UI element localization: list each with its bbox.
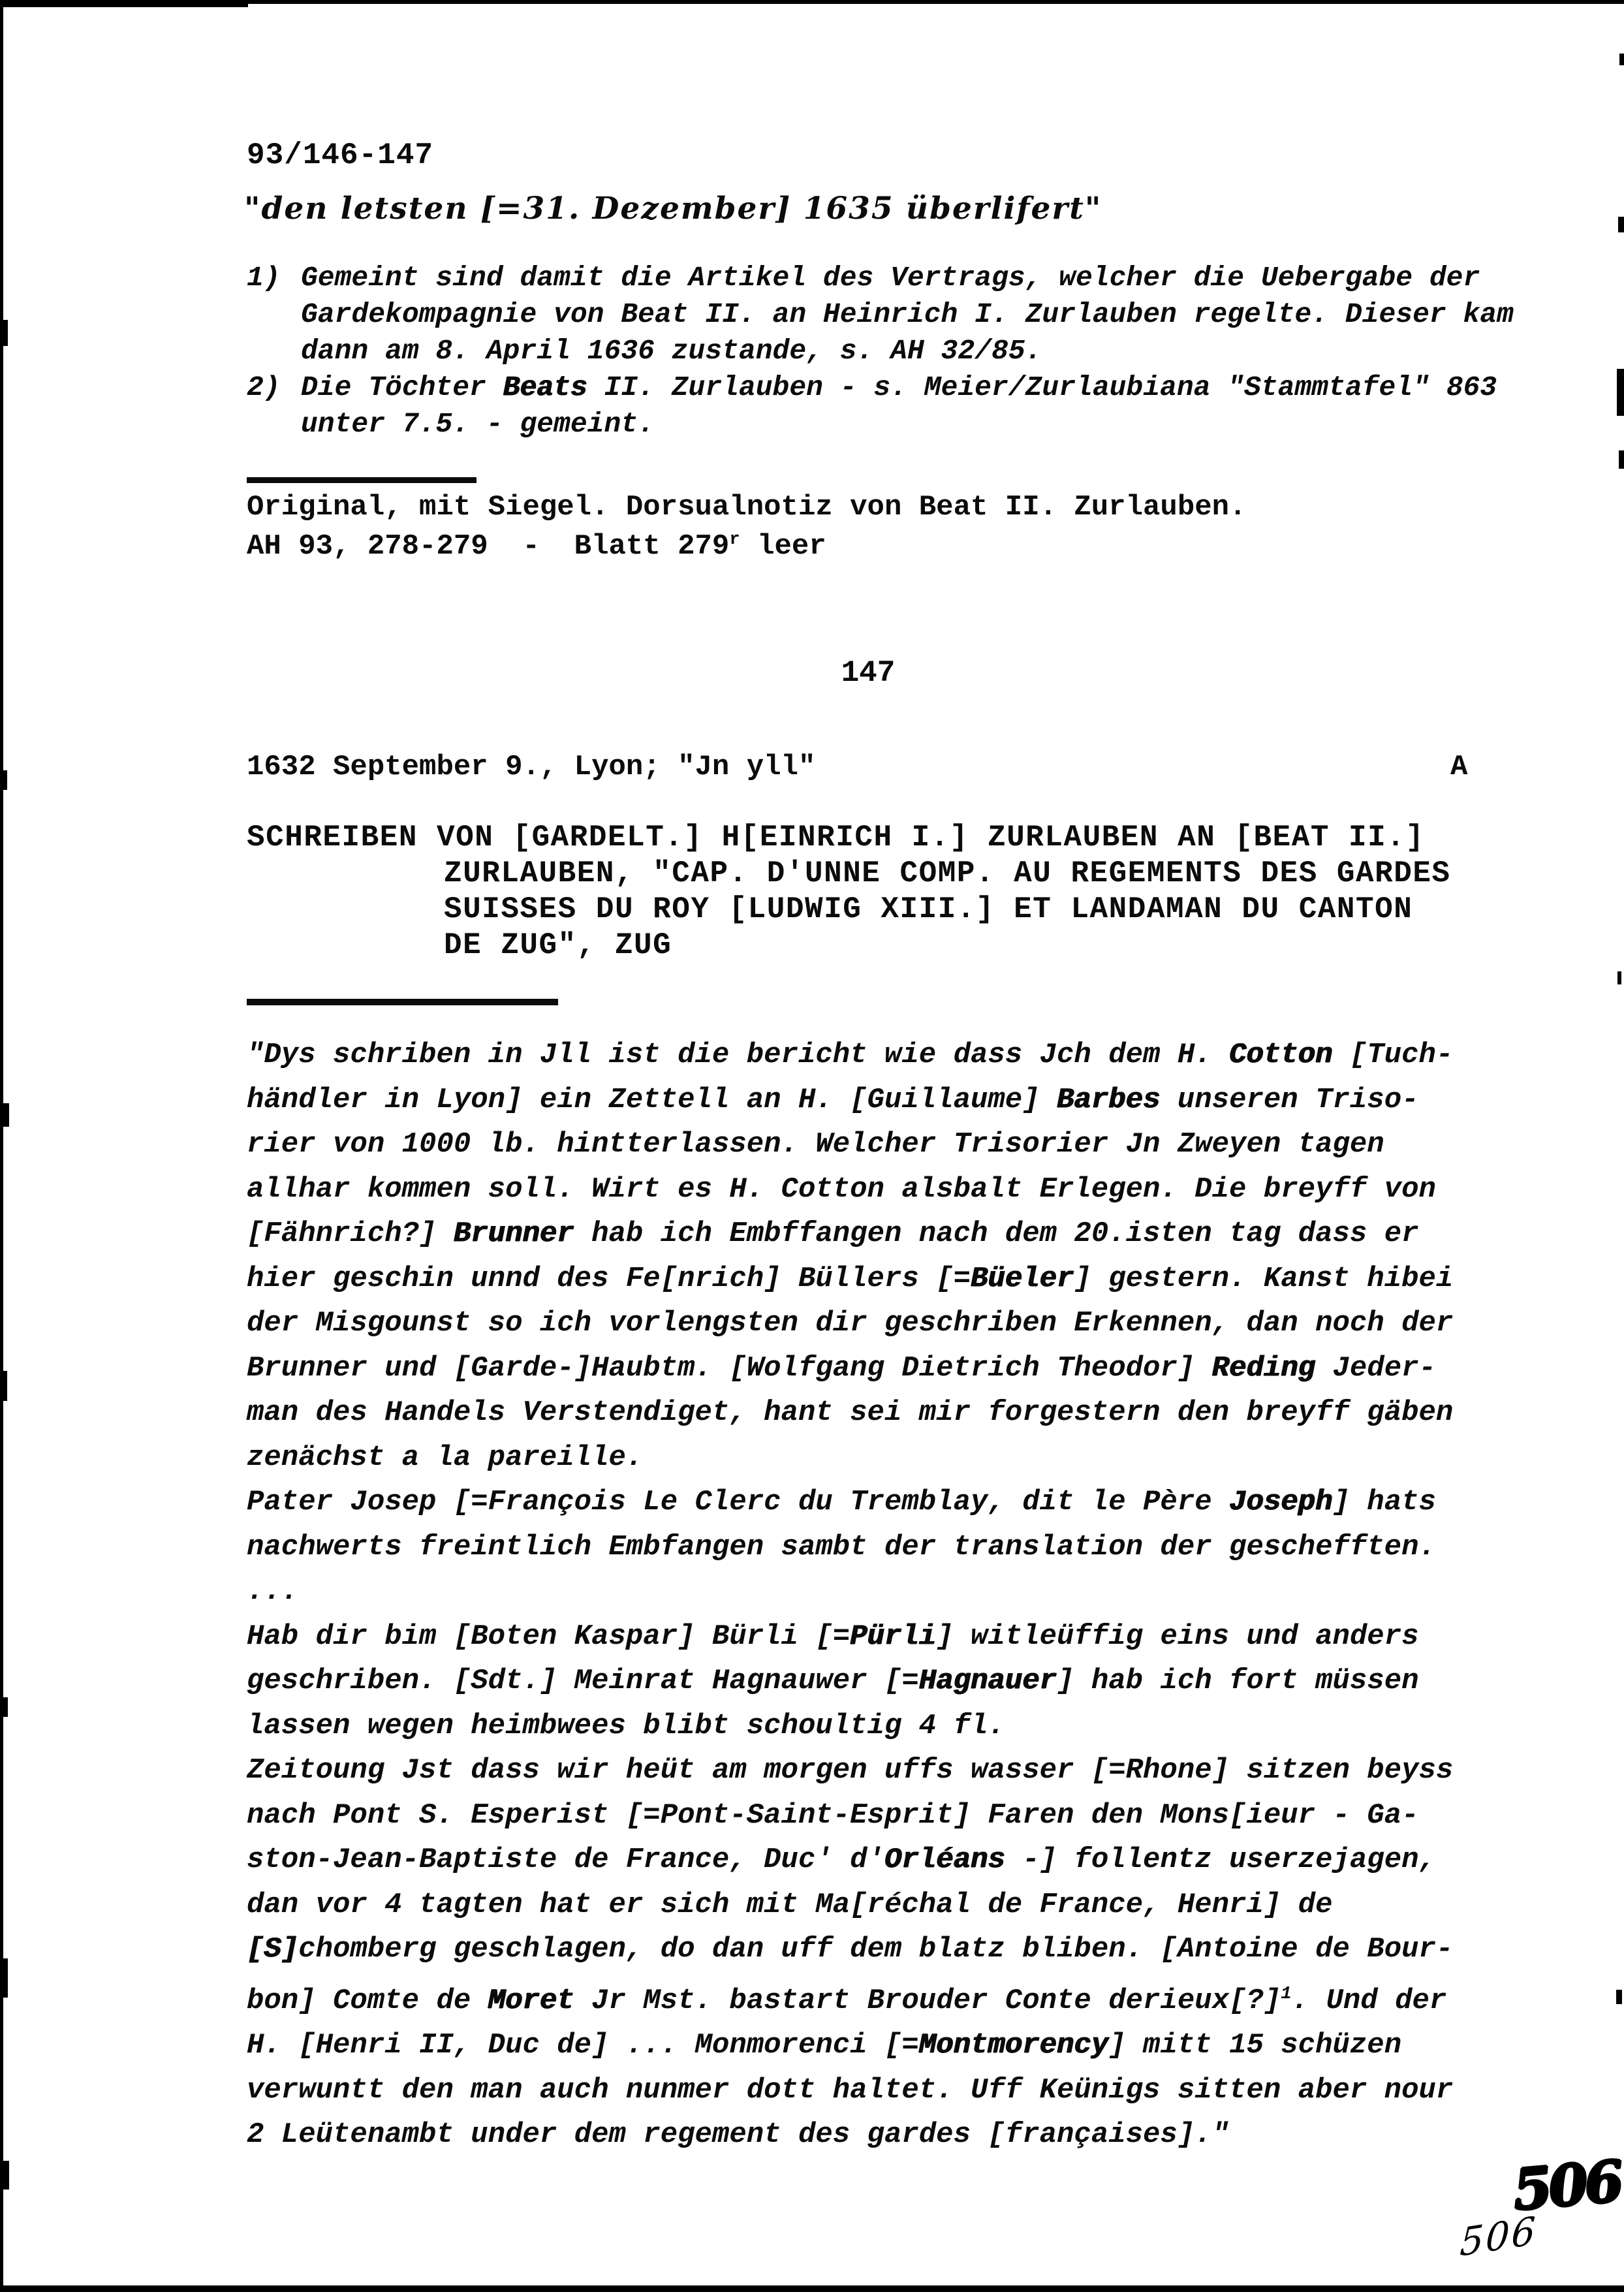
text-line: [301, 406, 1514, 443]
text-segment: geschriben. [Sdt.] Meinrat Hagnauwer [=: [247, 1665, 919, 1697]
scan-speck: [1, 1697, 8, 1717]
bold-text-segment: Brunner: [453, 1217, 574, 1250]
text-segment: rier von 1000 lb. hintterlassen. Welcher Trisorier Jn Zweyen tagen: [247, 1128, 1384, 1161]
divider-rule: [247, 999, 558, 1005]
text-line: [247, 2112, 1453, 2158]
text-line: [301, 369, 1514, 406]
text-segment: nach Pont S. Esperist [=Pont-Saint-Esprit] Faren den Mons[ieur - Ga-: [247, 1798, 1419, 1832]
text-segment: "Dys schriben in Jll ist die bericht wie dass Jch dem H.: [247, 1039, 1230, 1071]
scan-speck: [1616, 1990, 1622, 2004]
text-segment: ] witleüffig eins und anders: [936, 1620, 1419, 1653]
heading-continuation: [247, 856, 1451, 964]
footnote-1: [247, 260, 1514, 369]
text-segment: ZURLAUBEN, "CAP. D'UNNE COMP. AU REGEMENTS DES GARDES: [444, 856, 1451, 890]
text-line: [247, 1793, 1453, 1838]
text-segment: unter 7.5. - gemeint.: [301, 408, 655, 440]
scan-top-left-bar: [0, 0, 248, 7]
text-segment: verwuntt den man auch nunmer dott haltet. Uff Keünigs sitten aber nour: [247, 2073, 1454, 2107]
text-line: [247, 1390, 1453, 1436]
text-segment: Original, mit Siegel. Dorsualnotiz von Beat II. Zurlauben.: [247, 491, 1247, 524]
text-segment: [Fähnrich?]: [247, 1217, 454, 1250]
text-segment: SUISSES DU ROY [LUDWIG XIII.] ET LANDAMAN DU CANTON: [444, 892, 1413, 926]
bold-text-segment: Montmorency: [918, 2029, 1109, 2062]
text-segment: Pater Josep [=François Le Clerc du Tremblay, dit le Père: [247, 1486, 1230, 1518]
text-line: [247, 1301, 1453, 1346]
provenance-note: [247, 491, 1246, 563]
text-segment: zenächst a la pareille.: [247, 1441, 644, 1474]
scan-speck: [1617, 369, 1624, 416]
text-line: [247, 1972, 1453, 2024]
text-segment: ...: [247, 1575, 299, 1608]
bold-text-segment: [S]: [247, 1933, 299, 1966]
marginal-letter-a: A: [1450, 751, 1468, 783]
text-segment: Jeder-: [1315, 1351, 1436, 1385]
scan-speck: [1, 1103, 9, 1127]
footnote-2: [247, 369, 1514, 443]
text-segment: dann am 8. April 1636 zustande, s. AH 32/85.: [301, 335, 1042, 367]
text-line: [247, 1212, 1453, 1257]
text-segment: allhar kommen soll. Wirt es H. Cotton alsbalt Erlegen. Die breyff von: [247, 1172, 1436, 1206]
divider-rule: [247, 477, 476, 483]
footnote-1-marker: 1): [247, 262, 281, 294]
text-segment: händler in Lyon] ein Zettell an H. [Guillaume]: [247, 1083, 1057, 1116]
text-segment: Hab dir bim [Boten Kaspar] Bürli [=: [247, 1620, 851, 1653]
text-segment: ] mitt 15 schüzen: [1108, 2029, 1402, 2062]
text-line: [247, 1436, 1453, 1481]
text-line: [247, 2023, 1453, 2068]
bold-text-segment: Orléans: [884, 1844, 1005, 1876]
text-segment: 2 Leütenambt under dem regement des gardes [françaises].": [247, 2118, 1230, 2151]
text-line: [247, 1480, 1453, 1525]
text-segment: Gardekompagnie von Beat II. an Heinrich I. Zurlauben regelte. Dieser kam: [301, 298, 1514, 330]
text-segment: dan vor 4 tagten hat er sich mit Ma[réchal de France, Henri] de: [247, 1888, 1333, 1921]
text-line: [247, 928, 1451, 964]
text-segment: bon] Comte de: [247, 1984, 488, 2017]
text-line: [301, 296, 1514, 333]
document-heading: [247, 820, 1451, 964]
footnote-1-text: [301, 260, 1514, 369]
text-segment: Zeitoung Jst dass wir heüt am morgen uffs wasser [=Rhone] sitzen beyss: [247, 1754, 1454, 1787]
text-segment: Jr Mst. bastart Brouder Conte derieux[?]: [574, 1984, 1281, 2017]
text-line: [247, 1078, 1453, 1123]
text-line: [301, 333, 1514, 369]
footnote-2-text: [301, 369, 1514, 443]
quoted-script-line: "den letsten [=31. Dezember] 1635 überlifert": [244, 191, 1102, 227]
text-line: [247, 856, 1451, 892]
scan-speck: [1619, 54, 1624, 65]
text-segment: ston-Jean-Baptiste de France, Duc' d': [247, 1844, 884, 1876]
text-segment: der Misgounst so ich vorlengsten dir geschriben Erkennen, dan noch der: [247, 1307, 1454, 1340]
text-line: [247, 1883, 1453, 1928]
scan-bottom-edge-bar: [0, 2285, 1624, 2292]
scan-speck: [2, 770, 7, 790]
text-segment: nachwerts freintlich Embfangen sambt der translation der geschefften.: [247, 1530, 1436, 1563]
handwritten-page-number-faint: 506: [1458, 2207, 1538, 2266]
text-line: [247, 892, 1451, 928]
text-segment: ] hats: [1332, 1486, 1436, 1518]
bold-text-segment: Joseph: [1229, 1486, 1333, 1518]
scan-speck: [2, 320, 8, 346]
scan-speck: [1619, 450, 1624, 469]
text-segment: DE ZUG", ZUG: [444, 928, 672, 962]
text-line: [301, 260, 1514, 296]
text-line: [247, 1569, 1453, 1614]
bold-text-segment: Reding: [1211, 1351, 1316, 1385]
scan-speck: [2, 1371, 7, 1401]
bold-text-segment: Beats: [503, 371, 587, 403]
text-line: [247, 1614, 1453, 1659]
text-segment: Brunner und [Garde-]Haubtm. [Wolfgang Dietrich Theodor]: [247, 1351, 1212, 1385]
text-segment: lassen wegen heimbwees blibt schoultig 4 fl.: [247, 1709, 1005, 1742]
archive-reference: 93/146-147: [247, 138, 434, 172]
text-line: [247, 1257, 1453, 1302]
bold-text-segment: Büeler: [970, 1262, 1074, 1295]
bold-text-segment: Pürli: [850, 1620, 937, 1653]
text-segment: leer: [740, 530, 826, 563]
text-segment: ] gestern. Kanst hibei: [1074, 1262, 1454, 1295]
text-line: [247, 1704, 1453, 1749]
text-line: [247, 1122, 1453, 1167]
footnote-2-marker: 2): [247, 371, 281, 403]
text-segment: [Tuch-: [1332, 1039, 1454, 1071]
superscript-segment: r: [729, 529, 740, 550]
text-segment: Gemeint sind damit die Artikel des Vertrags, welcher die Uebergabe der: [301, 262, 1480, 294]
section-number: 147: [841, 656, 896, 690]
text-segment: -] follentz userzejagen,: [1005, 1844, 1436, 1876]
text-line: [247, 491, 1246, 524]
heading-first-line: SCHREIBEN VON [GARDELT.] H[EINRICH I.] ZURLAUBEN AN [BEAT II.]: [247, 821, 1425, 855]
letter-transcription: [247, 1033, 1453, 2158]
scan-speck: [1617, 971, 1621, 984]
text-line: [247, 524, 1246, 563]
text-segment: hier geschin unnd des Fe[nrich] Büllers [=: [247, 1262, 971, 1295]
text-segment: H. [Henri II, Duc de] ... Monmorenci [=: [247, 2029, 919, 2062]
text-segment: unseren Triso-: [1160, 1083, 1419, 1116]
scan-speck: [1618, 217, 1624, 232]
text-segment: man des Handels Verstendiget, hant sei mir forgestern den breyff gäben: [247, 1396, 1454, 1429]
text-line: [247, 1346, 1453, 1391]
text-line: [247, 1748, 1453, 1793]
handwritten-page-number: 506: [1510, 2148, 1623, 2223]
footnotes-block: [247, 260, 1514, 443]
text-segment: AH 93, 278-279 - Blatt 279: [247, 530, 730, 563]
text-segment: . Und der: [1291, 1984, 1447, 2017]
scan-speck: [1, 2161, 9, 2190]
text-segment: ] hab ich fort müssen: [1057, 1665, 1419, 1697]
text-line: [247, 1525, 1453, 1570]
text-line: [247, 2068, 1453, 2113]
date-place-line: 1632 September 9., Lyon; "Jn yll": [247, 751, 816, 783]
bold-text-segment: Moret: [488, 1984, 574, 2017]
bold-text-segment: Barbes: [1057, 1083, 1161, 1116]
text-segment: hab ich Embffangen nach dem 20.isten tag dass er: [574, 1217, 1419, 1250]
scan-speck: [2, 1958, 8, 1998]
text-line: [247, 1167, 1453, 1212]
text-line: [247, 1659, 1453, 1704]
bold-text-segment: Hagnauer: [918, 1665, 1057, 1697]
text-segment: chomberg geschlagen, do dan uff dem blatz bliben. [Antoine de Bour-: [298, 1933, 1454, 1966]
text-segment: Die Töchter: [301, 371, 503, 403]
text-line: [247, 1927, 1453, 1972]
text-segment: II. Zurlauben - s. Meier/Zurlaubiana "Stammtafel" 863: [587, 371, 1497, 403]
superscript-segment: 1: [1281, 1983, 1292, 2004]
text-line: [247, 1838, 1453, 1883]
bold-text-segment: Cotton: [1229, 1039, 1333, 1071]
text-line: [247, 1033, 1453, 1078]
